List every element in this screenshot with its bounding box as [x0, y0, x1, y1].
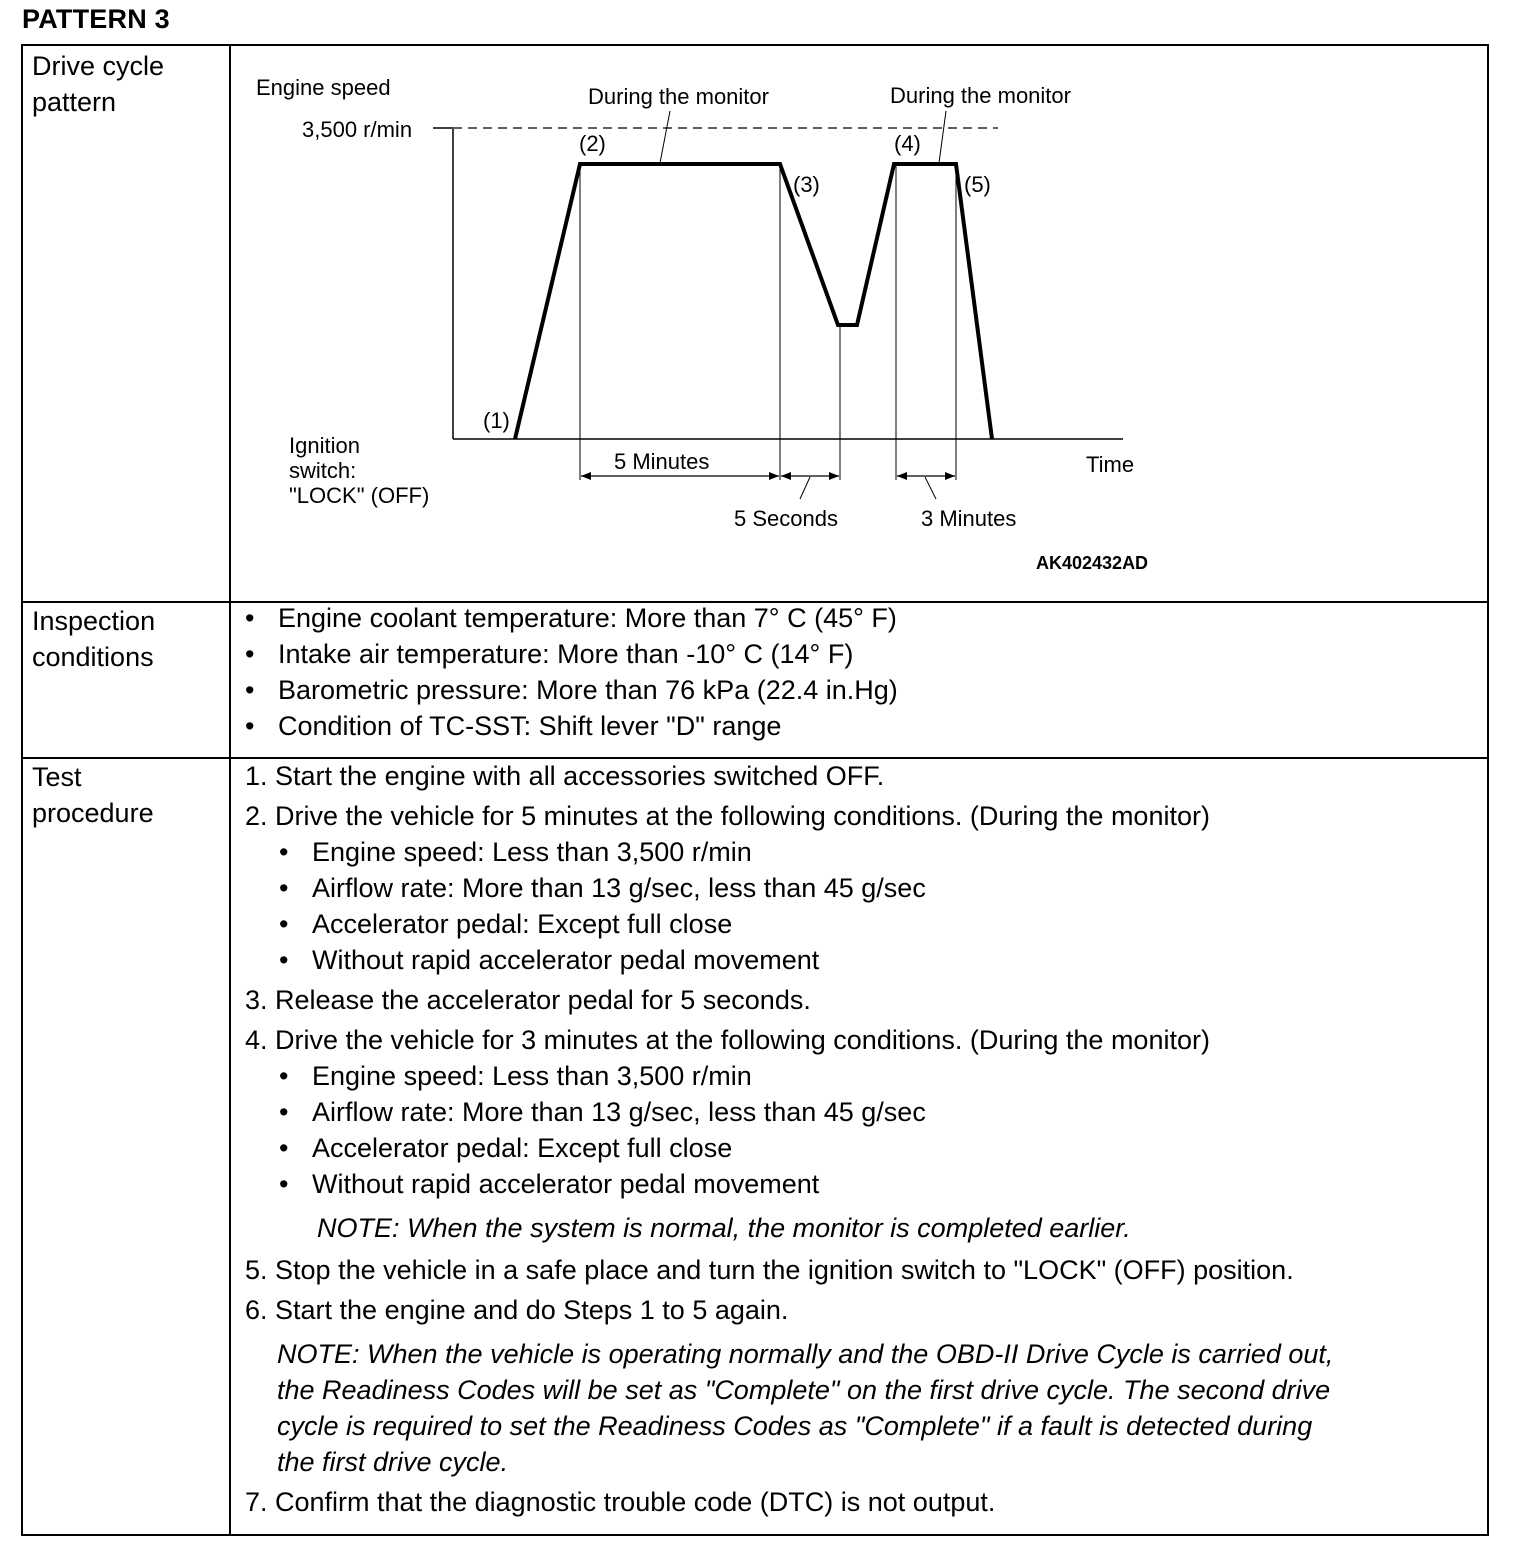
step-2: 2. Drive the vehicle for 5 minutes at the following conditions. (During the monitor)	[245, 801, 1210, 831]
note-monitor: NOTE: When the system is normal, the monitor is completed earlier.	[317, 1213, 1131, 1243]
step-1: 1. Start the engine with all accessories switched OFF.	[245, 761, 885, 791]
ignition-start-label-line: switch:	[289, 458, 357, 483]
drive-cycle-diagram	[23, 46, 1487, 600]
list-item: • Accelerator pedal: Except full close	[279, 909, 733, 939]
bullet: •	[279, 1133, 289, 1163]
bullet: •	[245, 675, 255, 705]
step-7: 7. Confirm that the diagnostic trouble code (DTC) is not output.	[245, 1487, 996, 1517]
page-title: PATTERN 3	[22, 4, 170, 34]
bullet: •	[279, 873, 289, 903]
bullet: •	[245, 711, 255, 741]
list-item: • Accelerator pedal: Except full close	[279, 1133, 733, 1163]
y-level-label: 3,500 r/min	[302, 117, 413, 142]
inspection-label: Inspection conditions	[32, 606, 156, 672]
point-label-5: (5)	[964, 172, 991, 197]
ignition-start-label-line: Ignition	[289, 433, 360, 458]
note-readiness-line: NOTE: When the vehicle is operating normally and the OBD-II Drive Cycle is carried out,	[277, 1339, 1334, 1369]
list-item: • Intake air temperature: More than -10° C (14° F)	[245, 639, 854, 669]
list-item: • Airflow rate: More than 13 g/sec, less than 45 g/sec	[279, 873, 926, 903]
point-label-1: (1)	[483, 408, 510, 433]
point-label-3: (3)	[793, 172, 820, 197]
list-item: • Engine coolant temperature: More than 7° C (45° F)	[245, 603, 897, 633]
step-4: 4. Drive the vehicle for 3 minutes at the following conditions. (During the monitor)	[245, 1025, 1210, 1055]
inspection-list	[245, 603, 1477, 753]
step-5: 5. Stop the vehicle in a safe place and turn the ignition switch to "LOCK" (OFF) position.	[245, 1255, 1294, 1285]
step-6: 6. Start the engine and do Steps 1 to 5 again.	[245, 1295, 789, 1325]
list-item: • Without rapid accelerator pedal movement	[279, 945, 820, 975]
bullet: •	[245, 639, 255, 669]
list-item: • Airflow rate: More than 13 g/sec, less than 45 g/sec	[279, 1097, 926, 1127]
list-item: • Barometric pressure: More than 76 kPa (22.4 in.Hg)	[245, 675, 898, 705]
point-label-4: (4)	[894, 131, 921, 156]
test-procedure-label: Test procedure	[32, 762, 154, 828]
list-item: • Engine speed: Less than 3,500 r/min	[279, 837, 752, 867]
x-axis-label: Time	[1086, 452, 1135, 477]
leader-line	[925, 477, 936, 499]
monitor-label-2: During the monitor	[890, 83, 1071, 108]
figure-code: AK402432AD	[1036, 553, 1149, 573]
ignition-start-label-line: "LOCK" (OFF)	[289, 483, 430, 508]
ignition-start-label	[289, 433, 429, 508]
bullet: •	[279, 1169, 289, 1199]
bullet: •	[279, 1097, 289, 1127]
list-item: • Without rapid accelerator pedal movement	[279, 1169, 820, 1199]
leader-line	[939, 111, 946, 163]
drive-cycle-label: Drive cycle pattern	[32, 51, 165, 117]
point-label-2: (2)	[579, 131, 606, 156]
spec-table	[21, 44, 1489, 1536]
bullet: •	[279, 909, 289, 939]
step-3: 3. Release the accelerator pedal for 5 seconds.	[245, 985, 811, 1015]
bullet: •	[279, 945, 289, 975]
interval-label-5-minutes: 5 Minutes	[614, 449, 710, 474]
list-item: • Condition of TC-SST: Shift lever "D" range	[245, 711, 782, 741]
interval-label-5-seconds: 5 Seconds	[734, 506, 838, 531]
interval-label-3-minutes: 3 Minutes	[921, 506, 1017, 531]
bullet: •	[245, 603, 255, 633]
list-item: • Engine speed: Less than 3,500 r/min	[279, 1061, 752, 1091]
y-axis-label: Engine speed	[256, 75, 391, 100]
note-readiness-line: the first drive cycle.	[277, 1447, 509, 1477]
note-readiness-line: cycle is required to set the Readiness Codes as "Complete" if a fault is detected during	[277, 1411, 1313, 1441]
monitor-label-1: During the monitor	[588, 84, 769, 109]
bullet: •	[279, 1061, 289, 1091]
leader-line	[800, 477, 810, 499]
leader-line	[660, 111, 670, 163]
engine-speed-profile	[515, 164, 992, 439]
note-readiness-line: the Readiness Codes will be set as "Complete" on the first drive cycle. The second drive	[277, 1375, 1331, 1405]
test-procedure-steps	[245, 759, 1477, 1534]
bullet: •	[279, 837, 289, 867]
